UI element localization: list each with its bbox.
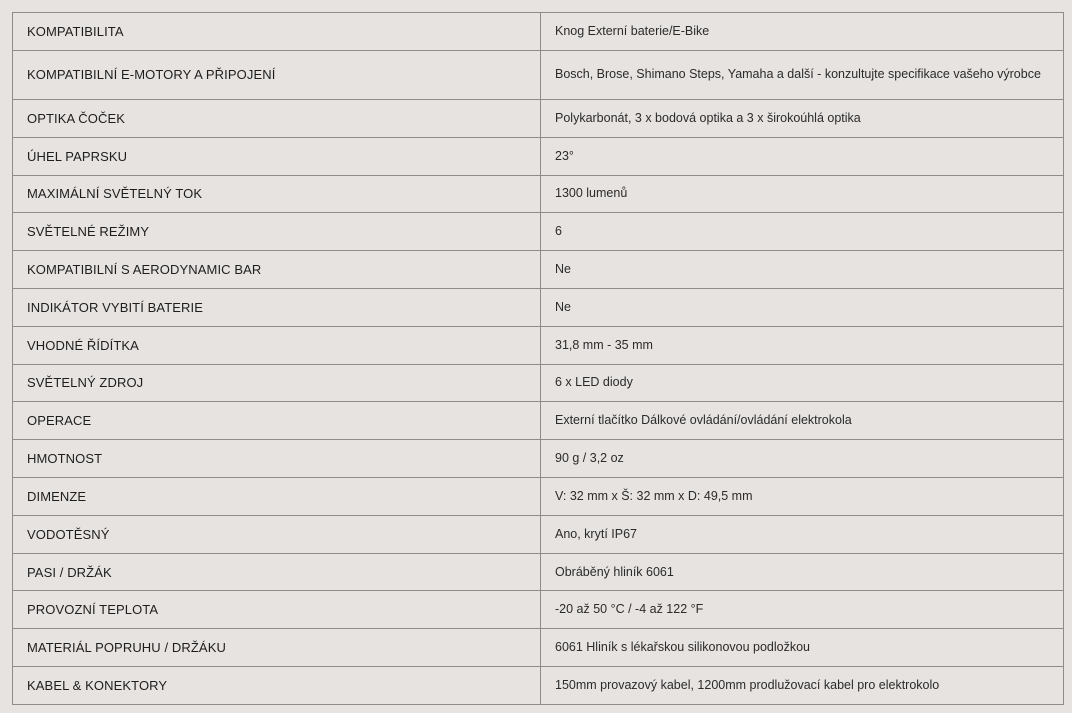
spec-label: VODOTĚSNÝ: [13, 515, 541, 553]
spec-value: Ano, krytí IP67: [541, 515, 1064, 553]
table-row: [13, 99, 1064, 137]
spec-value: Polykarbonát, 3 x bodová optika a 3 x širokoúhlá optika: [541, 99, 1064, 137]
spec-label: VHODNÉ ŘÍDÍTKA: [13, 326, 541, 364]
spec-value: 6: [541, 213, 1064, 251]
spec-label: HMOTNOST: [13, 440, 541, 478]
table-row: [13, 175, 1064, 213]
table-row: [13, 478, 1064, 516]
spec-label: KOMPATIBILITA: [13, 13, 541, 51]
table-row: [13, 364, 1064, 402]
table-row: [13, 402, 1064, 440]
table-row: [13, 667, 1064, 705]
spec-value: 31,8 mm - 35 mm: [541, 326, 1064, 364]
table-row: [13, 326, 1064, 364]
table-row: [13, 629, 1064, 667]
table-row: [13, 440, 1064, 478]
spec-label: SVĚTELNÉ REŽIMY: [13, 213, 541, 251]
spec-label: KABEL & KONEKTORY: [13, 667, 541, 705]
spec-value: 23°: [541, 137, 1064, 175]
table-row: [13, 288, 1064, 326]
spec-value: -20 až 50 °C / -4 až 122 °F: [541, 591, 1064, 629]
spec-label: INDIKÁTOR VYBITÍ BATERIE: [13, 288, 541, 326]
spec-value: 6 x LED diody: [541, 364, 1064, 402]
spec-value: Bosch, Brose, Shimano Steps, Yamaha a další - konzultujte specifikace vašeho výrobce: [541, 50, 1064, 99]
spec-value: V: 32 mm x Š: 32 mm x D: 49,5 mm: [541, 478, 1064, 516]
table-row: [13, 251, 1064, 289]
spec-value: 90 g / 3,2 oz: [541, 440, 1064, 478]
spec-value: Externí tlačítko Dálkové ovládání/ovládání elektrokola: [541, 402, 1064, 440]
spec-table: [12, 12, 1064, 705]
spec-value: Ne: [541, 251, 1064, 289]
spec-value: 150mm provazový kabel, 1200mm prodlužovací kabel pro elektrokolo: [541, 667, 1064, 705]
spec-value: Knog Externí baterie/E-Bike: [541, 13, 1064, 51]
table-row: [13, 515, 1064, 553]
table-row: [13, 553, 1064, 591]
spec-value: Ne: [541, 288, 1064, 326]
spec-label: OPERACE: [13, 402, 541, 440]
table-row: [13, 137, 1064, 175]
spec-label: KOMPATIBILNÍ S AERODYNAMIC BAR: [13, 251, 541, 289]
spec-label: PASI / DRŽÁK: [13, 553, 541, 591]
table-row: [13, 213, 1064, 251]
spec-value: Obráběný hliník 6061: [541, 553, 1064, 591]
table-row: [13, 50, 1064, 99]
spec-label: OPTIKA ČOČEK: [13, 99, 541, 137]
table-row: [13, 13, 1064, 51]
spec-label: DIMENZE: [13, 478, 541, 516]
spec-label: ÚHEL PAPRSKU: [13, 137, 541, 175]
spec-label: MAXIMÁLNÍ SVĚTELNÝ TOK: [13, 175, 541, 213]
spec-label: PROVOZNÍ TEPLOTA: [13, 591, 541, 629]
spec-value: 6061 Hliník s lékařskou silikonovou podložkou: [541, 629, 1064, 667]
spec-label: SVĚTELNÝ ZDROJ: [13, 364, 541, 402]
spec-value: 1300 lumenů: [541, 175, 1064, 213]
spec-label: KOMPATIBILNÍ E-MOTORY A PŘIPOJENÍ: [13, 50, 541, 99]
table-row: [13, 591, 1064, 629]
spec-label: MATERIÁL POPRUHU / DRŽÁKU: [13, 629, 541, 667]
